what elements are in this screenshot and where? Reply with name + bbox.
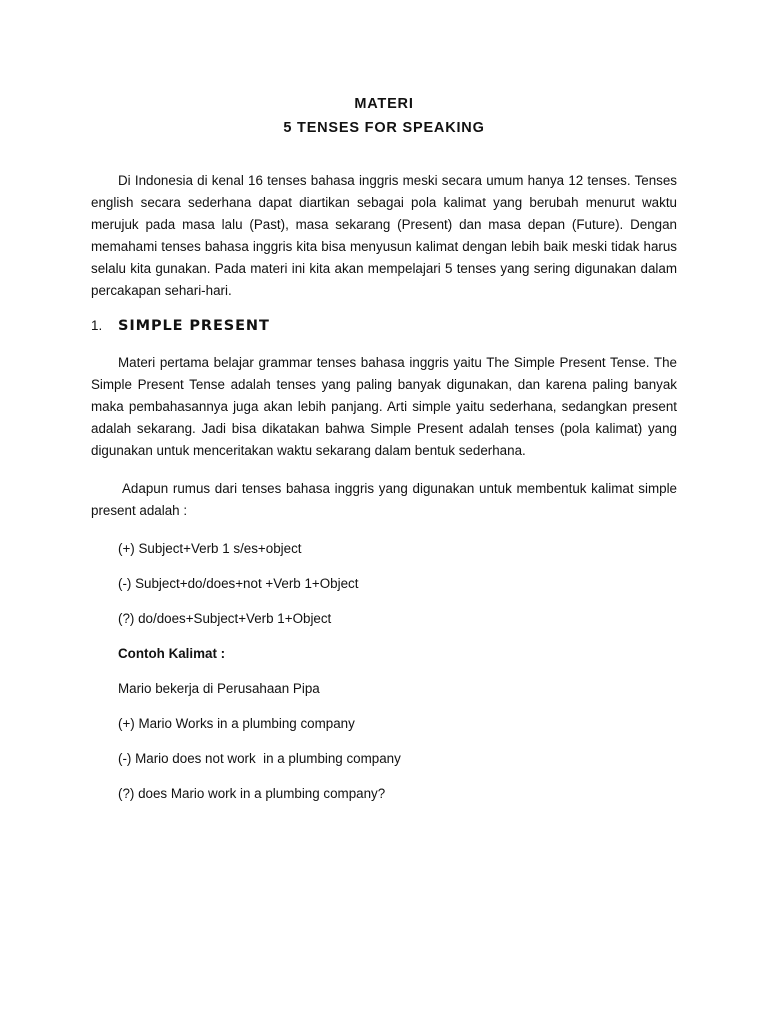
example-heading: Contoh Kalimat :	[118, 646, 226, 661]
formula-question: (?) do/does+Subject+Verb 1+Object	[118, 611, 332, 626]
document-subtitle: 5 TENSES FOR SPEAKING	[283, 120, 485, 136]
section-paragraph-1: Materi pertama belajar grammar tenses bahasa inggris yaitu The Simple Present Tense. The Simple Present Tense adalah tenses yang paling banyak digunakan, dan karena paling banyak maka pembahasannya juga akan lebih panjang. Arti simple yaitu sederhana, sedangkan present adalah sekarang. Jadi bisa dikatakan bahwa Simple Present adalah tenses (pola kalimat) yang digunakan untuk menceritakan waktu sekarang dalam bentuk sederhana.	[91, 355, 677, 458]
example-positive: (+) Mario Works in a plumbing company	[118, 716, 355, 731]
document-title-block	[91, 92, 677, 140]
section-title: SIMPLE PRESENT	[118, 318, 270, 334]
formula-positive: (+) Subject+Verb 1 s/es+object	[118, 541, 302, 556]
example-sentence: Mario bekerja di Perusahaan Pipa	[118, 681, 320, 696]
intro-paragraph: Di Indonesia di kenal 16 tenses bahasa inggris meski secara umum hanya 12 tenses. Tenses english secara sederhana dapat diartikan sebagai pola kalimat yang berubah menurut waktu merujuk pada masa lalu (Past), masa sekarang (Present) dan masa depan (Future). Dengan memahami tenses bahasa inggris kita bisa menyusun kalimat dengan lebih baik meski tidak harus selalu kita gunakan. Pada materi ini kita akan mempelajari 5 tenses yang sering digunakan dalam percakapan sehari-hari.	[91, 173, 677, 298]
formula-negative: (-) Subject+do/does+not +Verb 1+Object	[118, 576, 359, 591]
section-heading	[91, 318, 677, 334]
section-paragraph-2: Adapun rumus dari tenses bahasa inggris yang digunakan untuk membentuk kalimat simple present adalah :	[91, 481, 677, 518]
document-title: MATERI	[354, 96, 414, 112]
example-negative: (-) Mario does not work in a plumbing company	[118, 751, 401, 766]
section-number: 1.	[91, 318, 103, 333]
example-question: (?) does Mario work in a plumbing company?	[118, 786, 386, 801]
